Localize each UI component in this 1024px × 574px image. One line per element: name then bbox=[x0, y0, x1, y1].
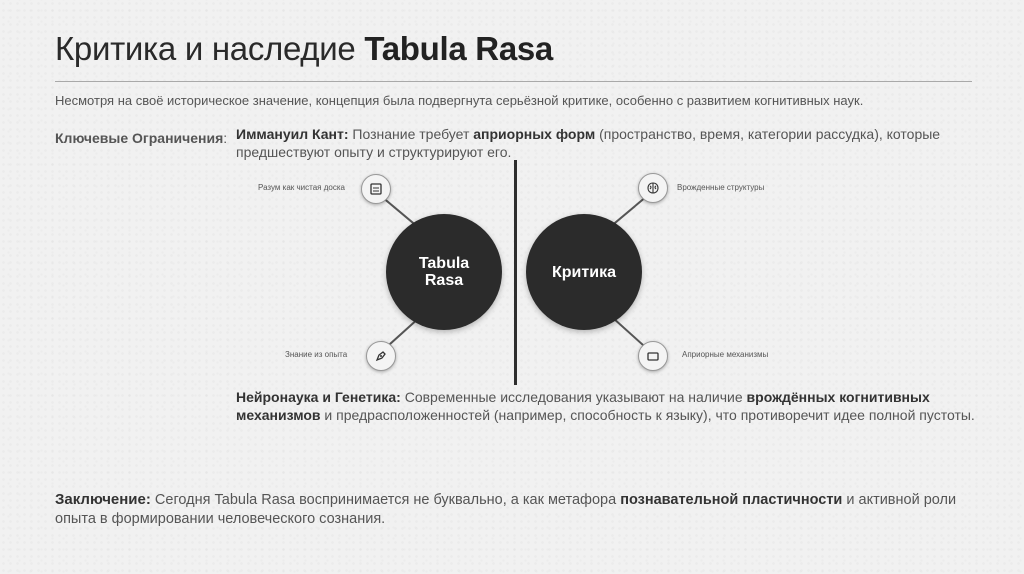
pen-icon-node bbox=[366, 341, 396, 371]
conclusion-text-2: и активной роли опыта в формировании человеческого сознания. bbox=[55, 492, 957, 527]
brain-icon-node bbox=[638, 173, 668, 203]
critique-label: Критика bbox=[552, 263, 616, 281]
conclusion-text-1: Сегодня Tabula Rasa воспринимается не буквально, а как метафора bbox=[150, 492, 621, 508]
key-label-colon: : bbox=[223, 130, 228, 146]
label-right-bottom: Априорные механизмы bbox=[682, 350, 769, 359]
book-icon bbox=[369, 182, 383, 196]
label-left-bottom: Знание из опыта bbox=[285, 350, 348, 359]
neuro-text-2: и предрасположенностей (например, способность к языку), что противоречит идее полной пустоты. bbox=[320, 407, 975, 423]
subtitle: Несмотря на своё историческое значение, концепция была подвергнута серьёзной критике, особенно с развитием когнитивных наук. bbox=[55, 93, 864, 108]
neuro-name: Нейронаука и Генетика: bbox=[236, 389, 401, 405]
conclusion-bold-1: познавательной пластичности bbox=[620, 492, 843, 508]
neuro-text-1: Современные исследования указывают на наличие bbox=[400, 389, 747, 405]
label-left-top: Разум как чистая доска bbox=[258, 183, 345, 192]
tabula-rasa-label: Tabula Rasa bbox=[418, 255, 470, 289]
label-right-top: Врожденные структуры bbox=[677, 183, 765, 192]
pen-nib-icon bbox=[374, 349, 388, 363]
kant-paragraph bbox=[236, 125, 956, 161]
diagram-divider bbox=[514, 160, 517, 385]
kant-bold-1: априорных форм bbox=[473, 126, 596, 142]
key-limitations-label bbox=[55, 130, 227, 146]
neuro-paragraph bbox=[236, 388, 976, 424]
page-title bbox=[55, 30, 553, 68]
title-divider bbox=[55, 81, 972, 82]
kant-name: Иммануил Кант: bbox=[236, 126, 349, 142]
critique-circle bbox=[526, 214, 642, 330]
kant-text-2: (пространство, время, категории рассудка), которые предшествуют опыту и структурируют его. bbox=[236, 126, 941, 160]
book-icon-node bbox=[361, 174, 391, 204]
rectangle-icon-node bbox=[638, 341, 668, 371]
rectangle-icon bbox=[646, 349, 660, 363]
neuro-bold-1: врождённых когнитивных механизмов bbox=[236, 389, 930, 423]
key-label-text: Ключевые Ограничения bbox=[55, 130, 224, 146]
kant-text-1: Познание требует bbox=[348, 126, 474, 142]
title-main: Критика и наследие bbox=[55, 30, 365, 67]
brain-icon bbox=[646, 181, 660, 195]
conclusion-paragraph bbox=[55, 490, 995, 529]
title-bold: Tabula Rasa bbox=[364, 30, 553, 67]
conclusion-name: Заключение: bbox=[55, 491, 151, 508]
tabula-rasa-circle bbox=[386, 214, 502, 330]
